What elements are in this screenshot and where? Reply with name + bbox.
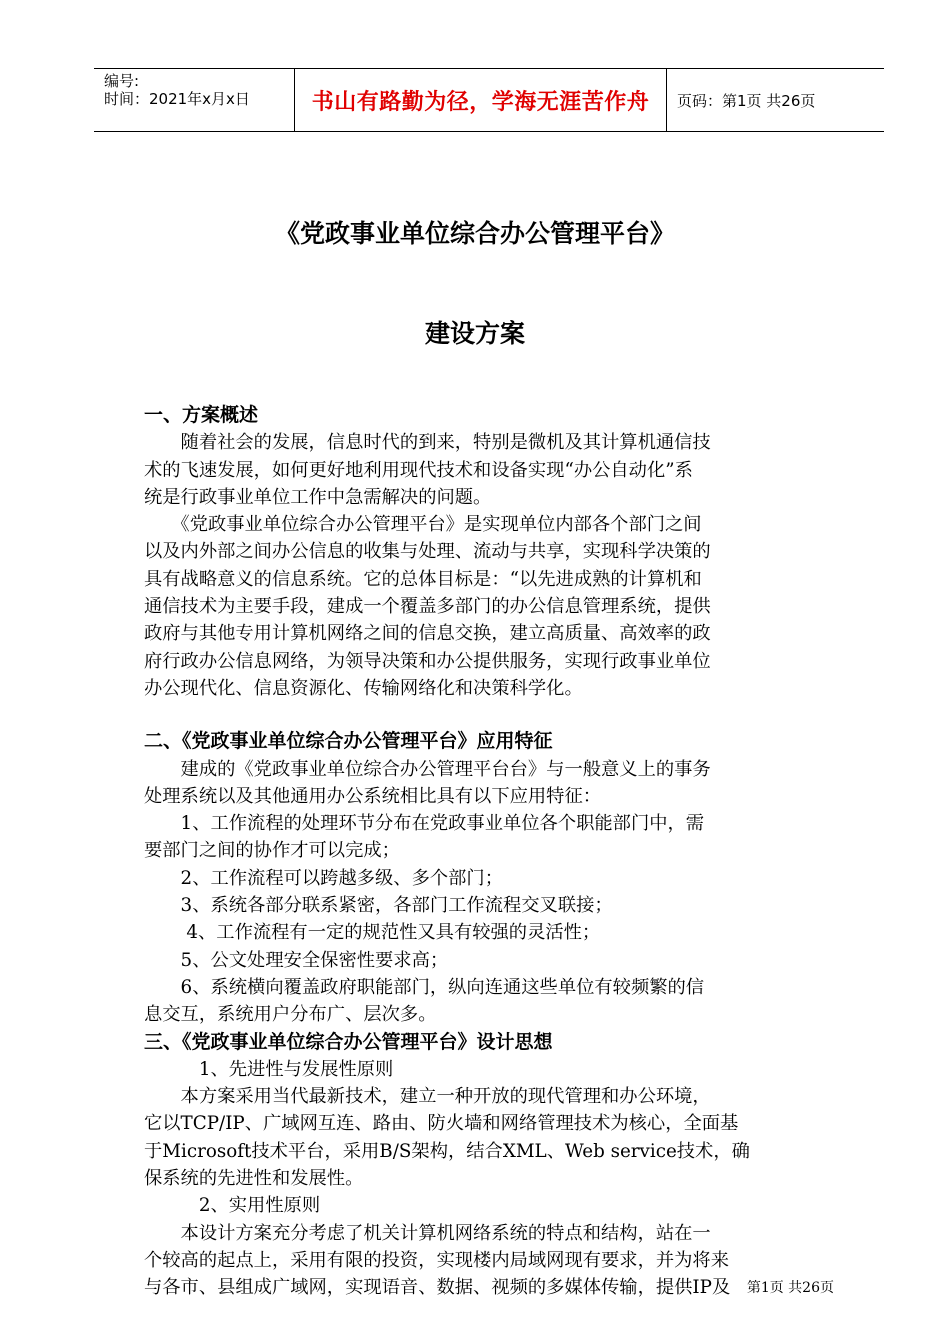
body-line: 办公现代化、信息资源化、传输网络化和决策科学化。 <box>144 677 583 699</box>
body-line: 息交互，系统用户分布广、层次多。 <box>144 1004 437 1026</box>
body-line: 要部门之间的协作才可以完成； <box>144 840 400 862</box>
body-line: 5、公文处理安全保密性要求高； <box>144 949 449 971</box>
document-title: 《党政事业单位综合办公管理平台》 <box>274 219 675 248</box>
body-line: 1、先进性与发展性原则 <box>144 1058 394 1080</box>
body-line: 建成的《党政事业单位综合办公管理平台台》与一般意义上的事务 <box>144 758 711 780</box>
page-header <box>94 68 884 132</box>
body-line: 政府与其他专用计算机网络之间的信息交换，建立高质量、高效率的政 <box>144 623 711 645</box>
section-heading: 二、《党政事业单位综合办公管理平台》应用特征 <box>144 730 553 753</box>
body-line: 以及内外部之间办公信息的收集与处理、流动与共享，实现科学决策的 <box>144 541 711 563</box>
body-line: 统是行政事业单位工作中急需解决的问题。 <box>144 486 492 508</box>
section-heading: 一、方案概述 <box>144 404 259 426</box>
body-line: 府行政办公信息网络，为领导决策和办公提供服务，实现行政事业单位 <box>144 650 711 672</box>
body-line: 2、工作流程可以跨越多级、多个部门； <box>144 867 503 889</box>
body-line: 通信技术为主要手段，建成一个覆盖多部门的办公信息管理系统，提供 <box>144 596 711 618</box>
body-line: 随着社会的发展，信息时代的到来，特别是微机及其计算机通信技 <box>144 432 711 454</box>
body-line: 3、系统各部分联系紧密，各部门工作流程交叉联接； <box>144 895 613 917</box>
header-page-number: 页码：第1页 共26页 <box>677 91 816 110</box>
doc-time-label: 时间：2021年x月x日 <box>104 90 250 108</box>
body-line: 个较高的起点上，采用有限的投资，实现楼内局域网现有要求，并为将来 <box>144 1249 729 1271</box>
body-line: 于Microsoft技术平台，采用B/S架构，结合XML、Web service技术，确 <box>144 1140 750 1162</box>
body-line: 1、工作流程的处理环节分布在党政事业单位各个职能部门中，需 <box>144 813 705 835</box>
body-line: 处理系统以及其他通用办公系统相比具有以下应用特征： <box>144 785 602 807</box>
body-line: 《党政事业单位综合办公管理平台》是实现单位内部各个部门之间 <box>144 514 702 536</box>
body-line: 术的飞速发展，如何更好地利用现代技术和设备实现“办公自动化”系 <box>144 459 693 481</box>
body-line: 它以TCP/IP、广域网互连、路由、防火墙和网络管理技术为核心，全面基 <box>144 1113 739 1135</box>
body-line: 本设计方案充分考虑了机关计算机网络系统的特点和结构，站在一 <box>144 1222 711 1244</box>
body-line: 保系统的先进性和发展性。 <box>144 1168 364 1190</box>
body-line: 6、系统横向覆盖政府职能部门，纵向连通这些单位有较频繁的信 <box>144 976 705 998</box>
header-meta <box>94 69 294 131</box>
body-line: 2、实用性原则 <box>144 1195 321 1217</box>
body-line: 本方案采用当代最新技术，建立一种开放的现代管理和办公环境， <box>144 1086 711 1108</box>
doc-number-label: 编号: <box>104 72 140 90</box>
page-footer: 第1页 共26页 <box>746 1280 834 1296</box>
body-line: 与各市、县组成广域网，实现语音、数据、视频的多媒体传输，提供IP及 <box>144 1277 731 1299</box>
document-body <box>144 402 834 1302</box>
document-subtitle: 建设方案 <box>424 319 525 348</box>
body-line: 4、工作流程有一定的规范性又具有较强的灵活性； <box>144 922 601 944</box>
body-line: 具有战略意义的信息系统。它的总体目标是：“以先进成熟的计算机和 <box>144 568 702 590</box>
header-motto: 书山有路勤为径，学海无涯苦作舟 <box>294 69 667 131</box>
section-heading: 三、《党政事业单位综合办公管理平台》设计思想 <box>144 1030 553 1053</box>
paragraph-gap <box>144 702 834 728</box>
